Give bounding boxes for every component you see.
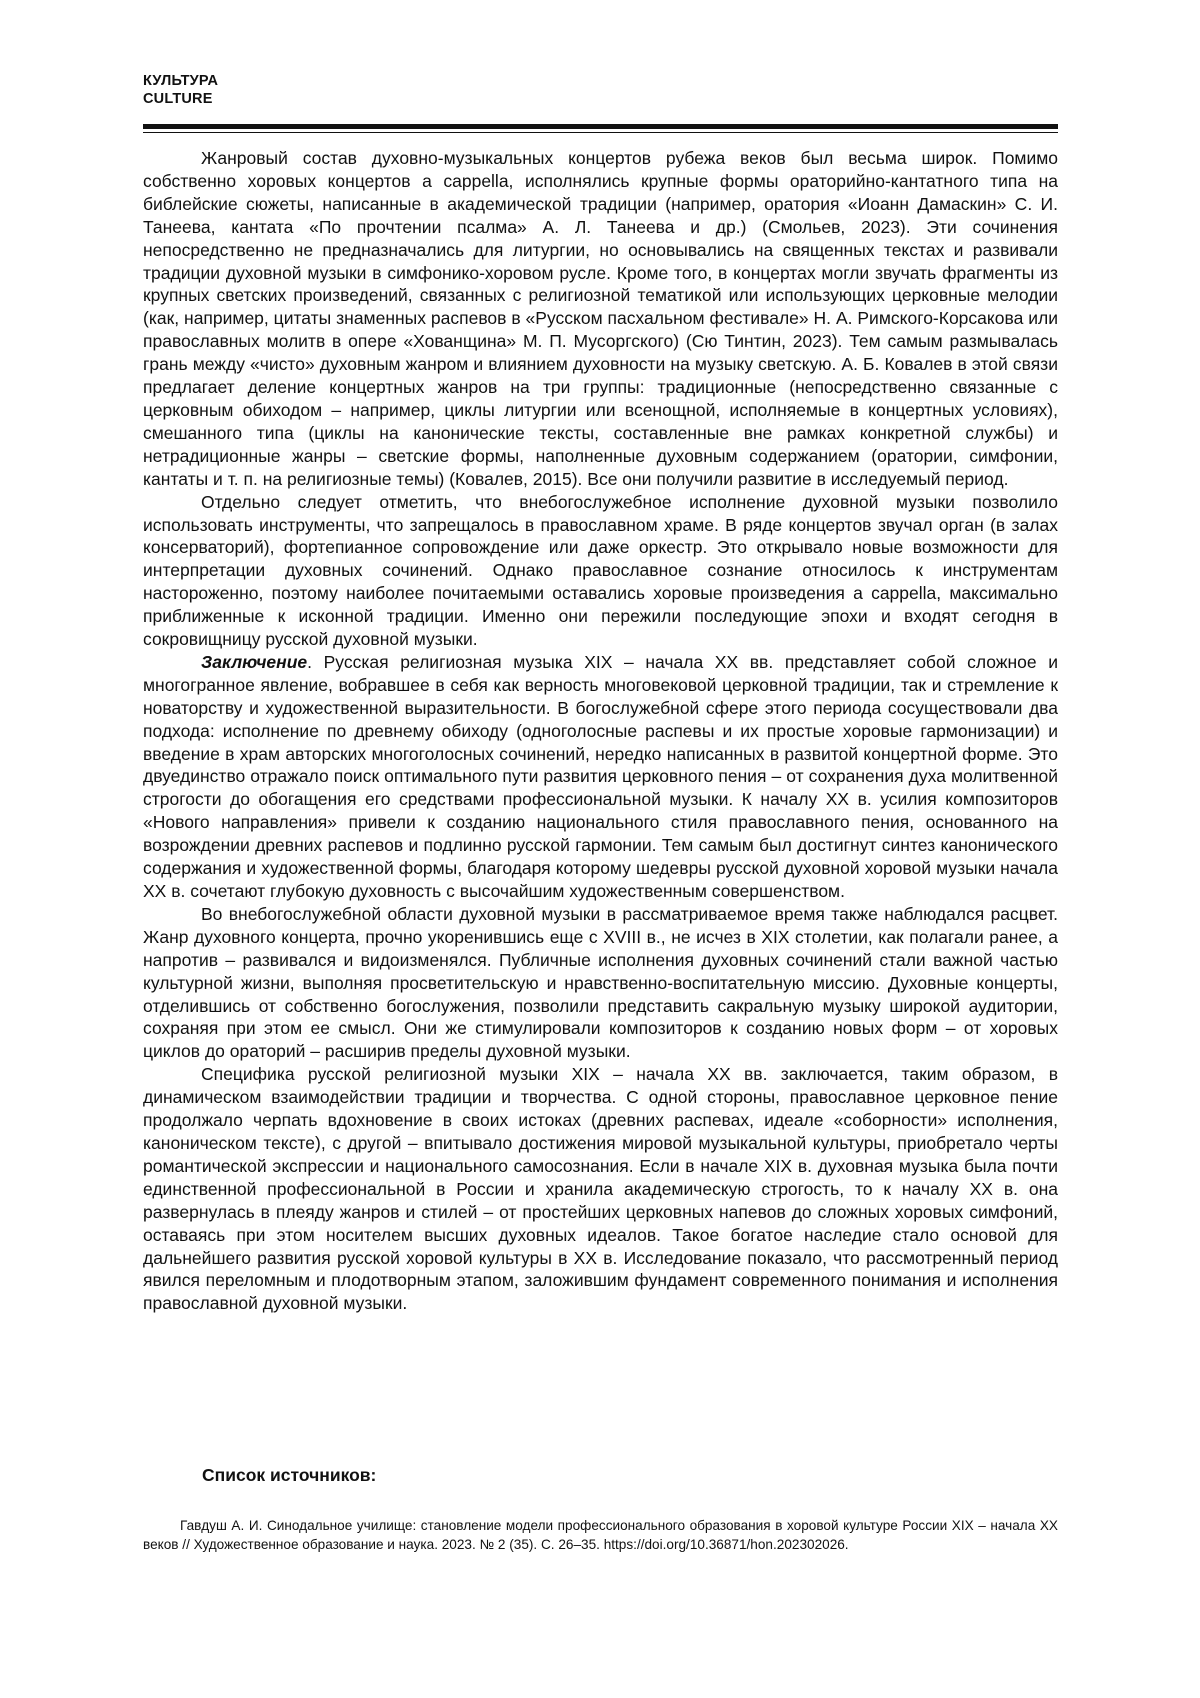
article-body [143,147,1058,1315]
running-header [143,72,218,108]
paragraph-concert-genres: Жанровый состав духовно-музыкальных концертов рубежа веков был весьма широк. Помимо собственно хоровых концертов a cappella, исполнялись крупные формы ораторийно-кантатного типа на библейские сюжеты, написанные в академической традиции (например, оратория «Иоанн Дамаскин» С. И. Танеева, кантата «По прочтении псалма» А. Л. Танеева и др.) (Смольев, 2023). Эти сочинения непосредственно не предназначались для литургии, но основывались на священных текстах и развивали традиции духовной музыки в симфонико-хоровом русле. Кроме того, в концертах могли звучать фрагменты из крупных светских произведений, связанных с религиозной тематикой или использующих церковные мелодии (как, например, цитаты знаменных распевов в «Русском пасхальном фестивале» Н. А. Римского-Корсакова или православных молитв в опере «Хованщина» М. П. Мусоргского) (Сю Тинтин, 2023). Тем самым размывалась грань между «чисто» духовным жанром и влиянием духовности на музыку светскую. А. Б. Ковалев в этой связи предлагает деление концертных жанров на три группы: традиционные (непосредственно связанные с церковным обиходом – например, циклы литургии или всенощной, исполняемые в концертных условиях), смешанного типа (циклы на канонические тексты, составленные вне рамках конкретной службы) и нетрадиционные жанры – светские формы, наполненные духовным содержанием (оратории, симфонии, кантаты и т. п. на религиозные темы) (Ковалев, 2015). Все они получили развитие в исследуемый период. [143,148,1058,489]
conclusion-heading: Заключение [201,651,308,672]
references-heading: Список источников: [202,1465,377,1485]
conclusion-text: . Русская религиозная музыка XIX – начала XX вв. представляет собой сложное и многогранное явление, вобравшее в себя как верность многовековой церковной традиции, так и стремление к новаторству и художественной выразительности. В богослужебной сфере этого периода сосуществовали два подхода: исполнение по древнему обиходу (одноголосные распевы и их простые хоровые гармонизации) и введение в храм авторских многоголосных сочинений, нередко написанных в развитой концертной форме. Это двуединство отражало поиск оптимального пути развития церковного пения – от сохранения духа молитвенной строгости до обогащения его средствами профессиональной музыки. К началу XX в. усилия композиторов «Нового направления» привели к созданию национального стиля православного пения, основанного на возрождении древних распевов и подлинно русской гармонии. Тем самым был достигнут синтез канонического содержания и художественной формы, благодаря которому шедевры русской духовной хоровой музыки начала XX в. сочетают глубокую духовность с высочайшим художественным совершенством. [143,651,1058,901]
paragraph-instruments: Отдельно следует отметить, что внебогослужебное исполнение духовной музыки позволило использовать инструменты, что запрещалось в православном храме. В ряде концертов звучал орган (в залах консерваторий), фортепианное сопровождение или даже оркестр. Это открывало новые возможности для интерпретации духовных сочинений. Однако православное сознание относилось к инструментам настороженно, поэтому наиболее почитаемыми оставались хоровые произведения a cappella, максимально приближенные к исконной традиции. Именно они пережили последующие эпохи и входят сегодня в сокровищницу русской духовной музыки. [143,491,1058,650]
paragraph-extra-liturgical: Во внебогослужебной области духовной музыки в рассматриваемое время также наблюдался расцвет. Жанр духовного концерта, прочно укоренившись еще с XVIII в., не исчез в XIX столетии, как полагали ранее, а напротив – развивался и видоизменялся. Публичные исполнения духовных сочинений стали важной частью культурной жизни, выполняя просветительскую и нравственно-воспитательную миссию. Духовные концерты, отделившись от собственно богослужения, позволили представить сакральную музыку широкой аудитории, сохраняя при этом ее смысл. Они же стимулировали композиторов к созданию новых форм – от хоровых циклов до ораторий – расширив пределы духовной музыки. [143,903,1058,1062]
paragraph-specifics: Специфика русской религиозной музыки XIX – начала XX вв. заключается, таким образом, в динамическом взаимодействии традиции и творчества. С одной стороны, православное церковное пение продолжало черпать вдохновение в своих истоках (древних распевах, идеале «соборности» исполнения, каноническом тексте), с другой – впитывало достижения мировой музыкальной культуры, приобретало черты романтической экспрессии и национального самосознания. Если в начале XIX в. духовная музыка была почти единственной профессиональной в России и хранила академическую строгость, то к началу XX в. она развернулась в плеяду жанров и стилей – от простейших церковных напевов до сложных хоровых симфоний, оставаясь при этом носителем высших духовных идеалов. Такое богатое наследие стало основой для дальнейшего развития русской хоровой культуры в XX в. Исследование показало, что рассмотренный период явился переломным и плодотворным этапом, заложившим фундамент современного понимания и исполнения православной духовной музыки. [143,1064,1058,1314]
header-rule-thin [143,132,1058,133]
header-rule-thick [143,124,1058,129]
paragraph-conclusion [143,651,1058,903]
section-title-ru: КУЛЬТУРА [143,73,219,89]
references-list [143,1516,1058,1554]
section-title-en: CULTURE [143,91,213,107]
reference-item: Гавдуш А. И. Синодальное училище: становление модели профессионального образования в хоровой культуре России XIX – начала XX веков // Художественное образование и наука. 2023. № 2 (35). С. 26–35. https://doi.org/10.36871/hon.202302026. [143,1518,1058,1552]
